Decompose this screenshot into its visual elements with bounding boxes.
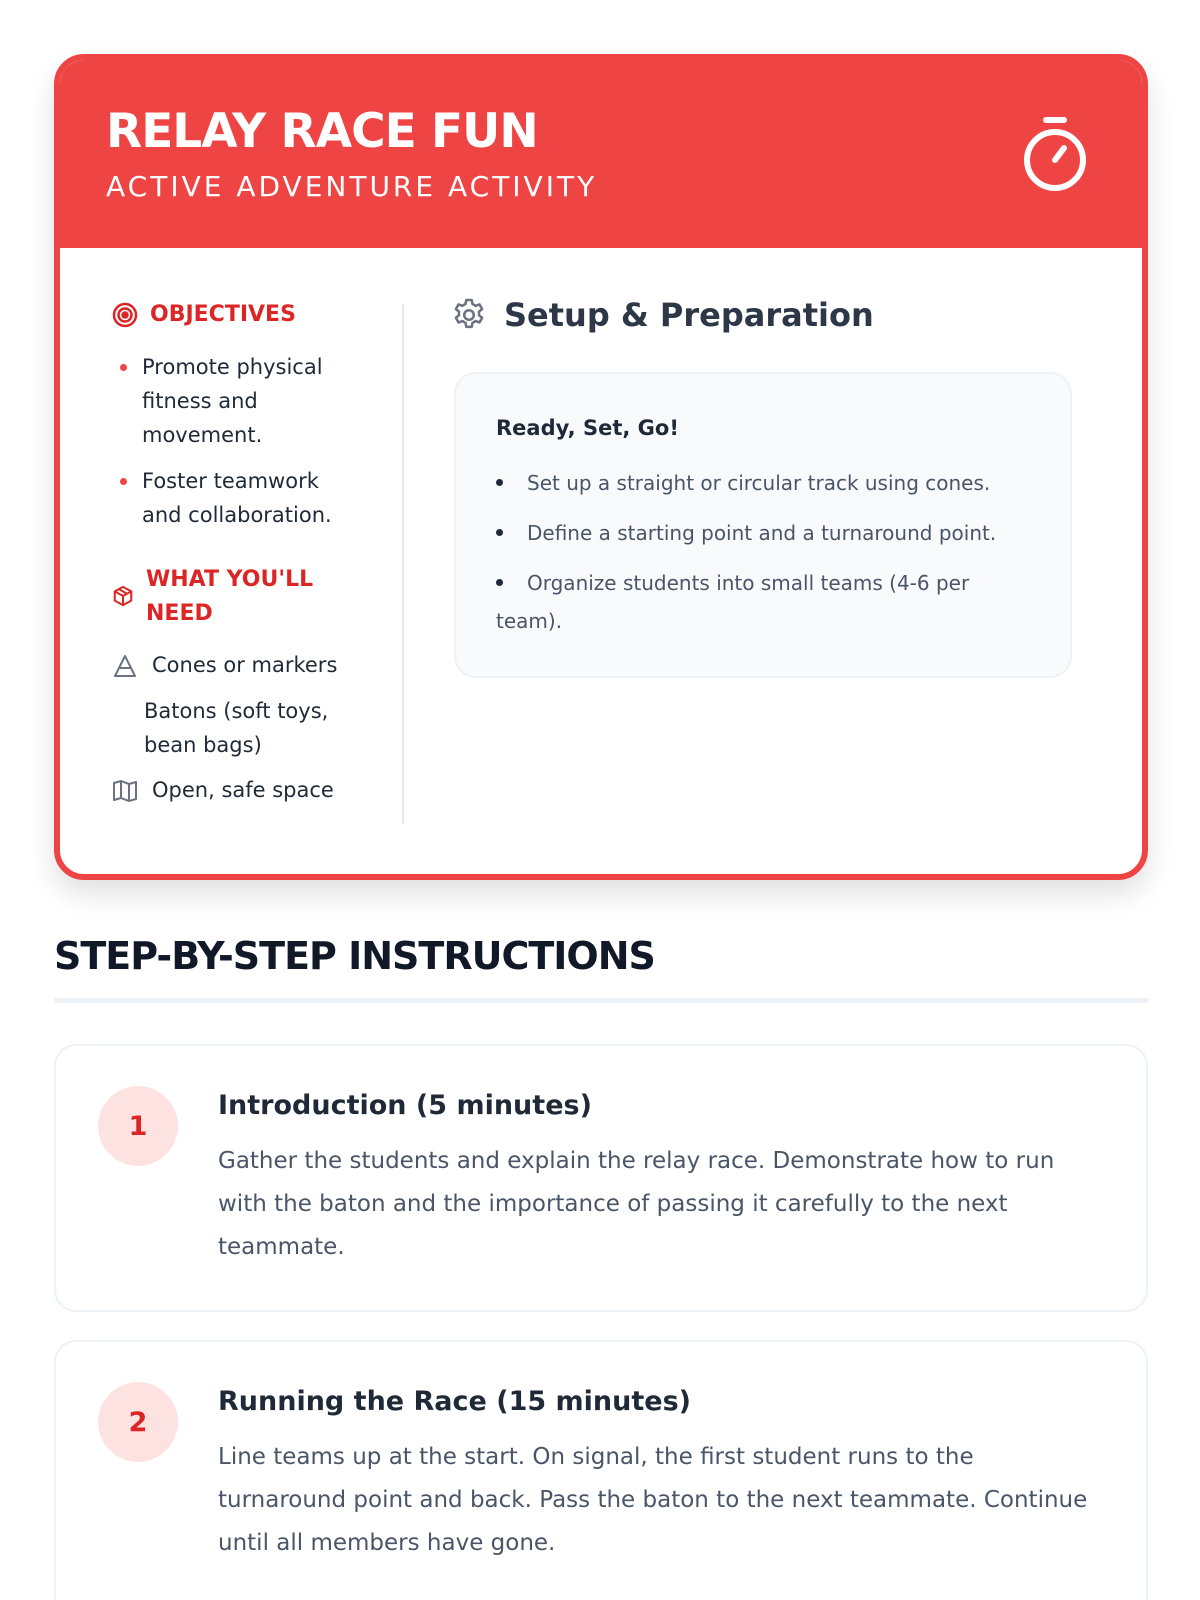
target-icon bbox=[112, 302, 138, 328]
need-item-space bbox=[112, 773, 334, 807]
setup-list bbox=[496, 464, 1036, 652]
list-item bbox=[496, 514, 1036, 552]
step-title: Running the Race (15 minutes) bbox=[218, 1386, 692, 1417]
need-item-cones bbox=[112, 648, 337, 682]
need-item-batons bbox=[144, 694, 354, 762]
list-item bbox=[496, 564, 1036, 640]
map-icon bbox=[112, 778, 138, 804]
cone-icon bbox=[112, 653, 138, 679]
objectives-heading bbox=[112, 298, 296, 332]
instructions-divider bbox=[54, 998, 1148, 1003]
list-item: Foster teamwork and collaboration. bbox=[118, 464, 348, 532]
needs-label-line1: WHAT YOU'LL bbox=[146, 567, 314, 592]
column-divider bbox=[402, 304, 404, 824]
setup-box-title: Ready, Set, Go! bbox=[496, 416, 679, 440]
need-item-label: Batons (soft toys, bean bags) bbox=[144, 699, 329, 757]
setup-title: Setup & Preparation bbox=[504, 296, 874, 334]
list-item-text: Set up a straight or circular track using cones. bbox=[527, 471, 991, 495]
step-card bbox=[54, 1044, 1148, 1312]
page-subtitle: ACTIVE ADVENTURE ACTIVITY bbox=[106, 170, 598, 203]
need-item-label: Cones or markers bbox=[152, 653, 338, 677]
list-item-text: Define a starting point and a turnaround point. bbox=[527, 521, 997, 545]
step-description: Gather the students and explain the relay race. Demonstrate how to run with the baton and the importance of passing it carefully to the next teammate. bbox=[218, 1148, 1055, 1260]
step-description: Line teams up at the start. On signal, the first student runs to the turnaround point and back. Pass the baton to the next teammate. Continue until all members have gone. bbox=[218, 1444, 1088, 1556]
step-number-badge: 2 bbox=[98, 1382, 178, 1462]
page-title: RELAY RACE FUN bbox=[106, 104, 538, 159]
list-item bbox=[496, 464, 1036, 502]
step-number-badge: 1 bbox=[98, 1086, 178, 1166]
objectives-label: OBJECTIVES bbox=[150, 302, 296, 327]
list-item-text: Organize students into small teams (4-6 per team). bbox=[496, 571, 970, 633]
list-item: Promote physical fitness and movement. bbox=[118, 350, 348, 452]
needs-heading bbox=[112, 563, 313, 631]
bullet-dot bbox=[496, 479, 503, 486]
setup-box bbox=[454, 372, 1072, 678]
card-header bbox=[60, 60, 1142, 248]
stopwatch-icon bbox=[1020, 114, 1090, 194]
objectives-list bbox=[118, 350, 348, 544]
step-card bbox=[54, 1340, 1148, 1600]
step-title: Introduction (5 minutes) bbox=[218, 1090, 592, 1121]
bullet-dot bbox=[496, 529, 503, 536]
activity-card bbox=[54, 54, 1148, 880]
gear-icon bbox=[450, 296, 488, 334]
need-item-label: Open, safe space bbox=[152, 778, 334, 802]
box-icon bbox=[112, 585, 134, 607]
setup-heading bbox=[450, 296, 874, 334]
instructions-title: STEP-BY-STEP INSTRUCTIONS bbox=[54, 934, 655, 978]
needs-label-line2: NEED bbox=[146, 601, 213, 626]
bullet-dot bbox=[496, 579, 503, 586]
